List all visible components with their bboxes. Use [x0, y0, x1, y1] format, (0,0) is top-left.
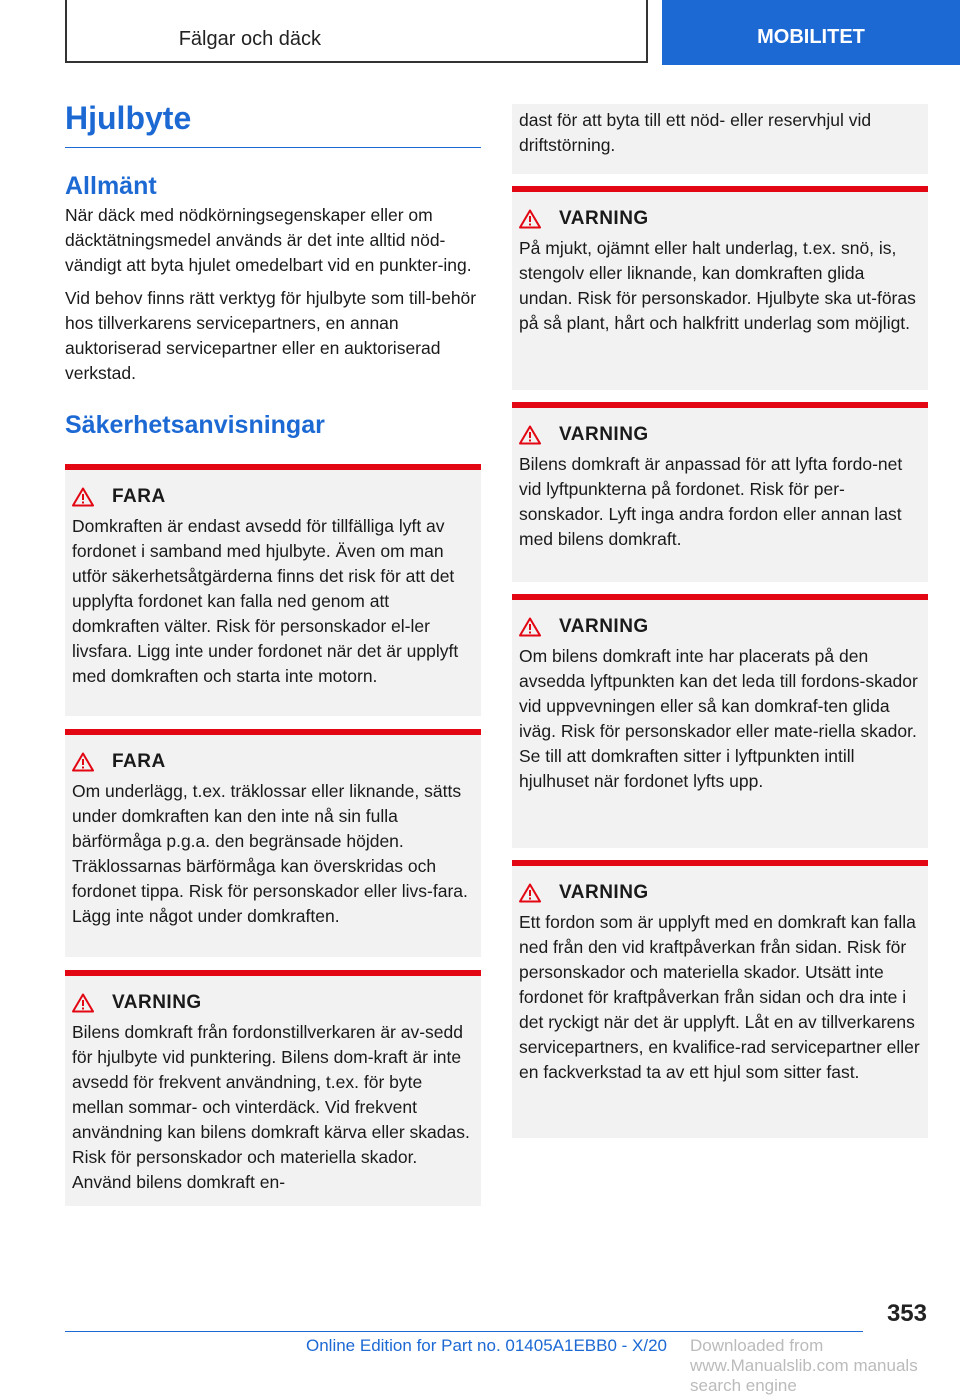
header-frame [65, 0, 648, 63]
warning-box [65, 464, 481, 716]
continuation-text: dast för att byta till ett nöd- eller reservhjul vid driftstörning. [519, 110, 872, 155]
footer-divider [65, 1331, 863, 1332]
warning-title: VARNING [559, 424, 649, 445]
warning-text: Domkraften är endast avsedd för tillfälliga lyft av fordonet i samband med hjulbyte. Även om man utför säkerhetsåtgärderna finns det risk för att det upplyfta fordonet kan falla ned genom att domkraften välter. Risk för personskador el-ler livsfara. Ligg inte under fordonet när det är upplyft med domkraften och starta inte motorn. [72, 516, 459, 686]
warning-title: VARNING [559, 882, 649, 903]
warning-text: Ett fordon som är upplyft med en domkraft kan falla ned från den vid kraftpåverkan från sidan. Risk för personskador och materiella skador. Utsätt inte fordonet för kraftpåverkan från sidan och dra inte i det ryckigt när det är upplyft. Låt en av tillverkarens servicepartners, en kvalifice-rad servicepartner eller en fackverkstad ta av ett hjul som sitter fast. [519, 912, 920, 1082]
warning-text: Om bilens domkraft inte har placerats på den avsedda lyftpunkten kan det leda till fordons-skador vid uppvevningen eller så kan domkraf-ten glida iväg. Risk för personskador eller mate-riella skador. Se till att domkraften sitter i lyftpunkten intill hjulhuset när fordonet lyfts upp. [519, 646, 918, 791]
warning-title: VARNING [112, 992, 202, 1013]
allmant-paragraph-1: När däck med nödkörningsegenskaper eller om däcktätningsmedel används är det inte alltid nöd-vändigt att byta hjulet omedelbart vid en punkter-ing. [65, 205, 472, 275]
warning-title: VARNING [559, 208, 649, 229]
warning-header [519, 882, 922, 904]
warning-text: Om underlägg, t.ex. träklossar eller liknande, sätts under domkraften kan den inte nå sin fulla bärförmåga p.g.a. den begränsade höjden. Träklossarnas bärförmåga kan överskridas och fordonet tippa. Risk för personskador eller livs-fara. Lägg inte något under domkraften. [72, 781, 468, 926]
heading-safety: Säkerhetsanvisningar [65, 411, 325, 439]
warning-header [519, 424, 922, 446]
warning-triangle-icon [519, 617, 541, 637]
warning-box [512, 594, 928, 848]
left-column [65, 100, 481, 1206]
warning-title: FARA [112, 751, 166, 772]
warning-triangle-icon [519, 209, 541, 229]
warning-triangle-icon [72, 487, 94, 507]
warning-text: På mjukt, ojämnt eller halt underlag, t.ex. snö, is, stengolv eller liknande, kan domkraften glida undan. Risk för personskador. Hjulbyte ska ut-föras på så plant, hårt och halkfritt underlag som möjligt. [519, 238, 916, 333]
warning-triangle-icon [72, 993, 94, 1013]
allmant-paragraph-2: Vid behov finns rätt verktyg för hjulbyte som till-behör hos tillverkarens servicepartners, en annan auktoriserad servicepartner eller en auktoriserad verkstad. [65, 288, 477, 383]
heading-allmant: Allmänt [65, 172, 157, 200]
warning-header [519, 208, 922, 230]
warning-header [72, 486, 475, 508]
edition-text: Online Edition for Part no. 01405A1EBB0 - X/20 [306, 1336, 668, 1355]
warning-triangle-icon [72, 752, 94, 772]
chapter-tab-label: MOBILITET [757, 26, 865, 48]
warning-triangle-icon [519, 883, 541, 903]
page-number: 353 [886, 1300, 927, 1327]
warning-header [519, 616, 922, 638]
watermark-text: Downloaded from www.Manualslib.com manuals search engine [690, 1336, 918, 1395]
page-title: Hjulbyte [65, 100, 481, 148]
right-column [512, 104, 928, 1138]
warning-header [72, 751, 475, 773]
warning-title: VARNING [559, 616, 649, 637]
warning-box [65, 729, 481, 957]
warning-text: Bilens domkraft från fordonstillverkaren är av-sedd för hjulbyte vid punktering. Bilens dom-kraft är inte avsedd för frekvent användning, t.ex. för byte mellan sommar- och vinterdäck. Vid frekvent användning kan bilens domkraft kärva eller skadas. Risk för personskador och materiella skador. Använd bilens domkraft en- [72, 1022, 470, 1192]
warning-box [512, 186, 928, 390]
warning-continuation [512, 104, 928, 174]
warning-text: Bilens domkraft är anpassad för att lyfta fordo-net vid lyftpunkterna på fordonet. Risk för per-sonskador. Lyft inga andra fordon eller annan last med bilens domkraft. [519, 454, 903, 549]
warning-triangle-icon [519, 425, 541, 445]
warning-box [512, 402, 928, 582]
chapter-tab[interactable] [662, 0, 960, 65]
warning-title: FARA [112, 486, 166, 507]
section-title: Fälgar och däck [178, 28, 321, 50]
warning-box [512, 860, 928, 1138]
warning-header [72, 992, 475, 1014]
warning-box [65, 970, 481, 1206]
